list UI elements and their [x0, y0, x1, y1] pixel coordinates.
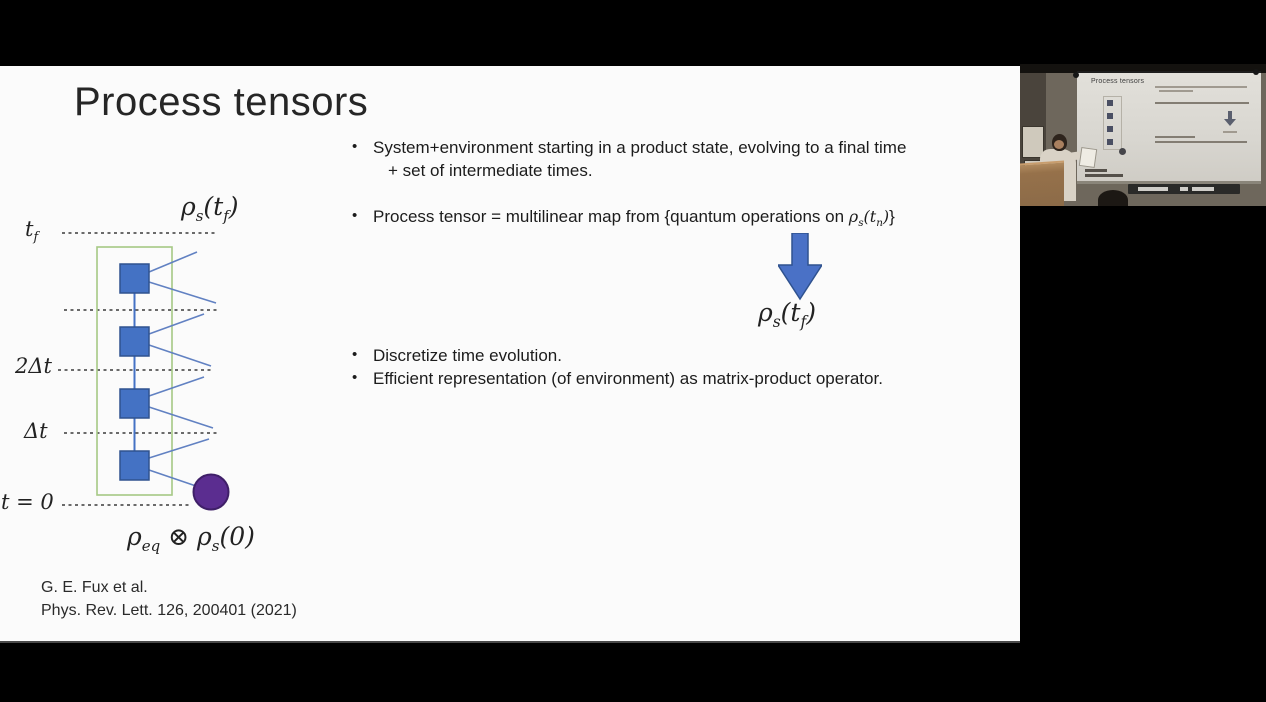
slide-title: Process tensors [74, 80, 369, 124]
leg-down-2 [149, 345, 211, 366]
whiteboard-tray [1128, 184, 1240, 194]
mini-citation-smudge [1085, 174, 1123, 177]
bullet-text-suffix: } [889, 207, 895, 226]
leg-down-3 [149, 407, 213, 428]
bullet-glyph: • [352, 138, 358, 155]
down-arrow-icon [778, 233, 822, 299]
mpo-site-2 [120, 327, 149, 356]
tensor-legs [149, 252, 216, 486]
text-line-bar [1155, 86, 1247, 88]
webcam-feed [1020, 64, 1266, 210]
mini-square [1107, 139, 1113, 145]
mpo-site-1 [120, 264, 149, 293]
formula-rho-s-tn: $\rho_s(t_n)$ [848, 207, 890, 230]
bullet-discretize [352, 346, 562, 366]
bullet-text: System+environment starting in a product state, evolving to a final time [373, 138, 907, 157]
bullet-system-environment [352, 138, 907, 158]
presenter-papers [1079, 147, 1097, 168]
maps-to-arrow [778, 233, 822, 301]
mini-arrow-icon [1224, 119, 1236, 126]
lectern [1020, 160, 1064, 210]
marker [1180, 187, 1188, 191]
citation-journal: Phys. Rev. Lett. 126, 200401 (2021) [41, 602, 297, 619]
bullet-efficient-representation [352, 369, 883, 389]
marker [1138, 187, 1168, 191]
mini-arrow-icon [1228, 111, 1232, 119]
screen-mount-dot [1073, 72, 1079, 78]
screen-mount-dot [1253, 69, 1259, 75]
mini-square [1107, 126, 1113, 132]
leg-up-3 [149, 377, 204, 396]
text-line-bar [1159, 90, 1193, 92]
bullet-glyph: • [352, 369, 358, 386]
bullet-text: Discretize time evolution. [373, 346, 562, 365]
projection-screen [1077, 71, 1261, 183]
label-tf: $t_f$ [25, 217, 39, 245]
bullet-text: Process tensor = multilinear map from {quantum operations on [373, 207, 849, 226]
mpo-site-3 [120, 389, 149, 418]
citation [41, 576, 297, 622]
formula-rho-s-tf-top: $\rho_s(t_f)$ [181, 192, 239, 225]
mini-square [1107, 100, 1113, 106]
mini-slide-title: Process tensors [1091, 78, 1145, 85]
mini-formula-smudge [1223, 131, 1237, 133]
text-line-bar [1155, 141, 1247, 143]
bullet-continuation: + set of intermediate times. [388, 161, 593, 180]
mpo-site-4 [120, 451, 149, 480]
leg-up-2 [149, 314, 204, 334]
formula-rho-eq-rho-s0: $\rho_{eq}$ ⊗ $\rho_s(0)$ [127, 522, 255, 555]
bullet-process-tensor [352, 207, 895, 230]
text-line-bar [1155, 136, 1195, 138]
formula-rho-s-tf-result: $\rho_s(t_f)$ [758, 298, 816, 331]
label-t0: t = 0 [1, 490, 54, 514]
eraser [1192, 187, 1214, 191]
bullet-glyph: • [352, 346, 358, 363]
bullet-text: Efficient representation (of environment) as matrix-product operator. [373, 369, 883, 388]
mini-square [1107, 113, 1113, 119]
text-line-bar [1155, 102, 1249, 104]
mini-diagram [1093, 93, 1139, 165]
video-bottom-band [1020, 206, 1266, 210]
mini-citation-smudge [1085, 169, 1107, 172]
mini-circle [1119, 148, 1126, 155]
leg-up-1 [149, 252, 197, 272]
presentation-slide [0, 66, 1020, 643]
label-2dt: 2Δt [15, 354, 52, 378]
leg-down-1 [149, 282, 216, 303]
bullet-glyph: • [352, 207, 358, 224]
label-dt: Δt [24, 419, 48, 443]
initial-state-circle [194, 475, 229, 510]
citation-authors: G. E. Fux et al. [41, 579, 148, 596]
presenter-face [1054, 140, 1064, 149]
leg-up-4 [149, 439, 209, 458]
